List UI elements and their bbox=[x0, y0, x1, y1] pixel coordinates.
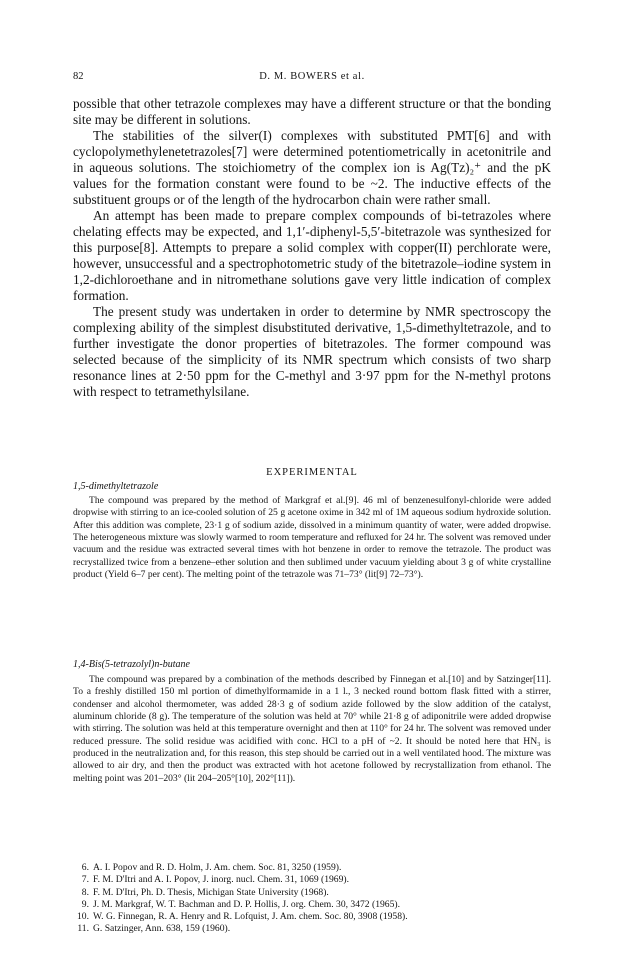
reference-text: A. I. Popov and R. D. Holm, J. Am. chem. Soc. 81, 3250 (1959). bbox=[93, 862, 342, 873]
subsection-title: 1,4-Bis(5-tetrazolyl)n-butane bbox=[73, 659, 190, 670]
paragraph: An attempt has been made to prepare complex compounds of bi-tetrazoles where chelating effects may be expected, and 1,1′-diphenyl-5,5′-bitetrazole was synthesized for this purpose[8]. Attempts to prepare a solid complex with copper(II) perchlorate were, however, unsuccessful and a spectrophotometric study of the bitetrazole–iodine system in 1,2-dichloroethane and in nitromethane solutions gave very little indication of complex formation. bbox=[73, 208, 551, 303]
reference-item bbox=[73, 862, 551, 874]
reference-number: 6. bbox=[81, 862, 89, 873]
reference-text: G. Satzinger, Ann. 638, 159 (1960). bbox=[93, 923, 231, 935]
reference-text: W. G. Finnegan, R. A. Henry and R. Lofquist, J. Am. chem. Soc. 80, 3908 (1958). bbox=[93, 911, 408, 923]
paragraph: possible that other tetrazole complexes may have a different structure or that the bonding site may be different in solutions. bbox=[73, 96, 551, 127]
reference-item bbox=[73, 874, 551, 886]
reference-number: 8. bbox=[81, 886, 89, 898]
running-head: D. M. BOWERS et al. bbox=[259, 71, 365, 82]
experimental-text bbox=[73, 674, 551, 785]
paragraph: The compound was prepared by the method of Markgraf et al.[9]. 46 ml of benzenesulfonyl-chloride were added dropwise with stirring to an ice-cooled solution of 25 g acetone oxime in 342 ml of 1M aqueous sodium hydroxide solution. After this addition was complete, 23·1 g of sodium azide, dissolved in a minimum quantity of water, were added dropwise. The heterogeneous mixture was slowly warmed to room temperature and refluxed for 24 hr. The solvent was removed under vacuum and the residue was extracted several times with hot benzene in order to remove the tetrazole. The product was recrystallized twice from a benzene–ether solution and then sublimed under vacuum yielding about 3 g of white crystalline product (Yield 6–7 per cent). The melting point of the tetrazole was 71–73° (lit[9] 72–73°). bbox=[73, 495, 551, 581]
subsection-title: 1,5-dimethyltetrazole bbox=[73, 481, 159, 492]
reference-item bbox=[73, 911, 551, 923]
reference-number: 11. bbox=[77, 923, 89, 935]
reference-text: F. M. D'Itri, Ph. D. Thesis, Michigan State University (1968). bbox=[93, 886, 329, 898]
reference-text: J. M. Markgraf, W. T. Bachman and D. P. Hollis, J. org. Chem. 30, 3472 (1965). bbox=[93, 898, 400, 910]
paragraph: The present study was undertaken in order to determine by NMR spectroscopy the complexing ability of the simplest disubstituted derivative, 1,5-dimethyltetrazole, and to further investigate the donor properties of bitetrazoles. The former compound was selected because of the simplicity of its NMR spectrum which consists of two sharp resonance lines at 2·50 ppm for the C-methyl and 3·97 ppm for the N-methyl protons with respect to tetramethylsilane. bbox=[73, 304, 551, 399]
experimental-text bbox=[73, 495, 551, 581]
paragraph: The stabilities of the silver(I) complexes with substituted PMT[6] and with cyclopolymethylenetetrazoles[7] were determined potentiometrically in acetonitrile and in aqueous solutions. The stoichiometry of the complex ion is Ag(Tz)₂⁺ and the pK values for the formation constant were found to be ~2. The inductive effects of the substituent groups or of the length of the hydrocarbon chain were rather small. bbox=[73, 128, 551, 207]
page-header bbox=[73, 70, 551, 84]
reference-item bbox=[73, 899, 551, 911]
references-list bbox=[73, 862, 551, 936]
section-heading: EXPERIMENTAL bbox=[266, 467, 358, 478]
reference-item bbox=[73, 923, 551, 935]
body-text bbox=[73, 96, 551, 400]
page-number: 82 bbox=[73, 71, 84, 82]
reference-number: 9. bbox=[81, 898, 89, 910]
reference-item bbox=[73, 887, 551, 899]
paragraph: The compound was prepared by a combination of the methods described by Finnegan et al.[10] and by Satzinger[11]. To a freshly distilled 150 ml portion of dimethylformamide in a 1 l., 3 necked round bottom flask fitted with a stirrer, condenser and alcohol thermometer, was added 28·3 g of sodium azide followed by the slow addition of the catalyst, aluminum chloride (8 g). The temperature of the solution was held at 70° while 21·8 g of adiponitrile were added dropwise with stirring. The solution was held at this temperature overnight and then at 110° for 24 hr. The solvent was removed under reduced pressure. The solid residue was acidified with conc. HCl to a pH of ~2. It should be noted here that HN₃ is produced in the neutralization and, for this reason, this step should be carried out in a well ventilated hood. The mixture was allowed to air dry, and then the product was extracted with hot acetone followed by recrystallization from ethanol. The melting point was 201–203° (lit 204–205°[10], 202°[11]). bbox=[73, 674, 551, 784]
reference-number: 7. bbox=[81, 874, 89, 886]
reference-text: F. M. D'Itri and A. I. Popov, J. inorg. nucl. Chem. 31, 1069 (1969). bbox=[93, 874, 349, 886]
reference-number: 10. bbox=[77, 911, 89, 923]
